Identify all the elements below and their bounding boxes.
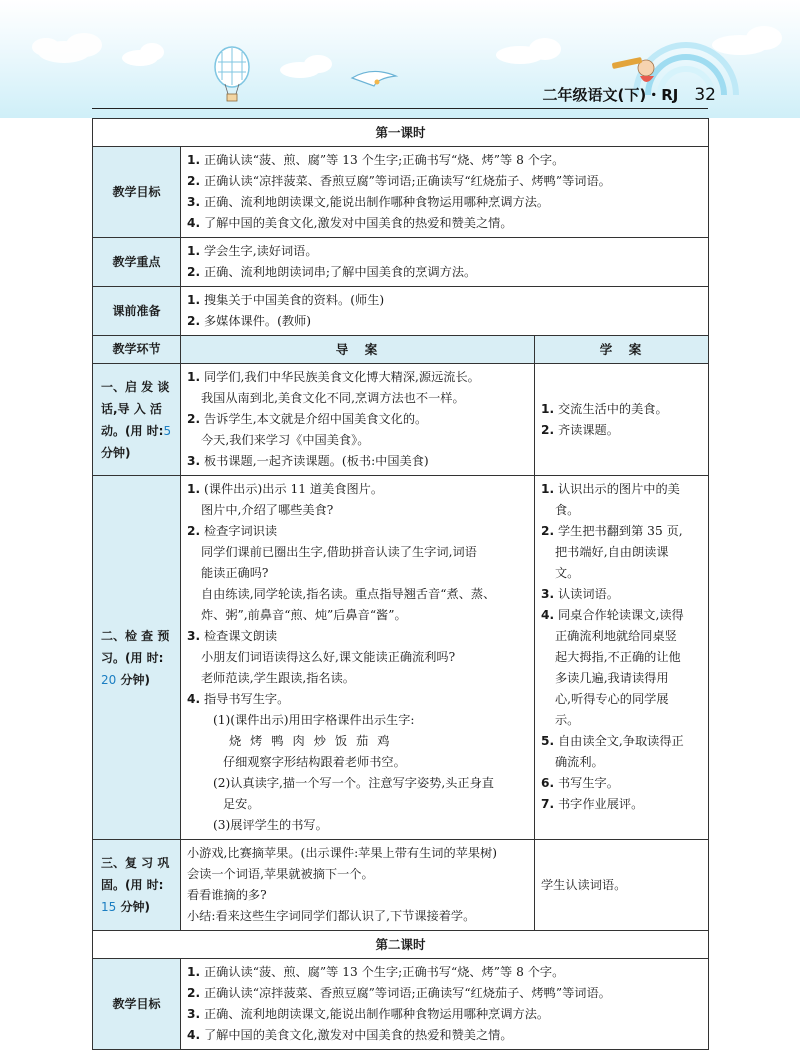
preparation-label: 课前准备 [93, 287, 181, 336]
page-number: 32 [694, 84, 716, 105]
cloud-icon [280, 55, 332, 78]
cloud-icon [712, 26, 782, 55]
teaching-focus-content [181, 238, 709, 287]
step-3-row [93, 840, 709, 931]
step-2-row [93, 476, 709, 840]
column-header-guide: 导 案 [181, 336, 535, 364]
page-header [543, 84, 716, 105]
column-header-stage: 教学环节 [93, 336, 181, 364]
step-1-guide: 1. 同学们,我们中华民族美食文化博大精深,源远流长。 我国从南到北,美食文化不同,烹调方法也不一样。 2. 告诉学生,本文就是介绍中国美食文化的。 今天,我们来学习《中国美食》。 3. 板书课题,一起齐读课题。(板书:中国美食) [181, 364, 535, 476]
list-item: 2. 多媒体课件。(教师) [187, 314, 312, 328]
list-item: 1. 搜集关于中国美食的资料。(师生) [187, 293, 385, 307]
glider-icon [352, 71, 396, 86]
teaching-goals-row [93, 147, 709, 238]
lesson-plan-table [92, 118, 709, 1050]
teaching-focus-label: 教学重点 [93, 238, 181, 287]
list-item: 1. 正确认读“菠、煎、腐”等 13 个生字;正确书写“烧、烤”等 8 个字。 [187, 153, 565, 167]
list-item: 4. 了解中国的美食文化,激发对中国美食的热爱和赞美之情。 [187, 216, 513, 230]
list-item: 1. 学会生字,读好词语。 [187, 244, 318, 258]
teaching-goals-content [181, 959, 709, 1050]
section-title-lesson-1: 第一课时 [93, 119, 709, 147]
book-title: 二年级语文(下)・RJ [542, 86, 679, 104]
teaching-goals-content [181, 147, 709, 238]
column-header-row [93, 336, 709, 364]
child-with-telescope-icon [612, 57, 654, 82]
teaching-focus-row [93, 238, 709, 287]
step-3-guide: 小游戏,比赛摘苹果。(出示课件:苹果上带有生词的苹果树) 会读一个词语,苹果就被摘下一个。 看看谁摘的多? 小结:看来这些生字词同学们都认识了,下节课接着学。 [181, 840, 535, 931]
cloud-icon [496, 38, 561, 64]
step-1-label: 一、启 发 谈 话,导 入 活 动。(用 时:5 分钟) [93, 364, 181, 476]
step-2-guide: 1. (课件出示)出示 11 道美食图片。 图片中,介绍了哪些美食? 2. 检查字词识读 同学们课前已圈出生字,借助拼音认读了生字词,词语 能读正确吗? 自由练读,同学轮读,指名读。重点指导翘舌音“煮、蒸、 炸、粥”,前鼻音“煎、炖”后鼻音“酱”。 3. 检查课文朗读 小朋友们词语读得这么好,课文能读正确流利吗? 老师范读,学生跟读,指名读。 4. 指导书写生字。 (1)(课件出示)用田字格课件出示生字: 烧烤鸭肉炒饭茄鸡 仔细观察字形结构跟着老师书空。 (2)认真读字,描一个写一个。注意写字姿势,头正身直 足安。 (3)展评学生的书写。 [181, 476, 535, 840]
step-3-label: 三、复 习 巩 固。(用 时: 15 分钟) [93, 840, 181, 931]
step-3-study: 学生认读词语。 [535, 840, 709, 931]
teaching-goals-label: 教学目标 [93, 147, 181, 238]
step-1-row [93, 364, 709, 476]
list-item: 2. 正确认读“凉拌菠菜、香煎豆腐”等词语;正确读写“红烧茄子、烤鸭”等词语。 [187, 986, 611, 1000]
step-2-label: 二、检 查 预 习。(用 时: 20 分钟) [93, 476, 181, 840]
cloud-icon [32, 33, 102, 63]
hot-air-balloon-icon [215, 47, 249, 101]
preparation-content [181, 287, 709, 336]
teaching-goals-label: 教学目标 [93, 959, 181, 1050]
step-1-study: 1. 交流生活中的美食。 2. 齐读课题。 [535, 364, 709, 476]
column-header-study: 学 案 [535, 336, 709, 364]
list-item: 1. 正确认读“菠、煎、腐”等 13 个生字;正确书写“烧、烤”等 8 个字。 [187, 965, 565, 979]
list-item: 2. 正确认读“凉拌菠菜、香煎豆腐”等词语;正确读写“红烧茄子、烤鸭”等词语。 [187, 174, 611, 188]
section-row [93, 119, 709, 147]
list-item: 3. 正确、流利地朗读课文,能说出制作哪种食物运用哪种烹调方法。 [187, 1007, 550, 1021]
cloud-icon [122, 43, 164, 66]
step-2-study: 1. 认识出示的图片中的美 食。 2. 学生把书翻到第 35 页, 把书端好,自由朗读课 文。 3. 认读词语。 4. 同桌合作轮读课文,读得 正确流利地就给同桌竖 起大拇指,不正确的让他 多读几遍,我请读得用 心,听得专心的同学展 示。 5. 自由读全文,争取读得正 确流利。 6. 书写生字。 7. 书字作业展评。 [535, 476, 709, 840]
teaching-goals-row-lesson-2 [93, 959, 709, 1050]
new-characters: 烧烤鸭肉炒饭茄鸡 [229, 734, 399, 748]
list-item: 3. 正确、流利地朗读课文,能说出制作哪种食物运用哪种烹调方法。 [187, 195, 550, 209]
section-row [93, 931, 709, 959]
list-item: 2. 正确、流利地朗读词串;了解中国美食的烹调方法。 [187, 265, 477, 279]
preparation-row [93, 287, 709, 336]
list-item: 4. 了解中国的美食文化,激发对中国美食的热爱和赞美之情。 [187, 1028, 513, 1042]
section-title-lesson-2: 第二课时 [93, 931, 709, 959]
header-rule [92, 108, 708, 109]
